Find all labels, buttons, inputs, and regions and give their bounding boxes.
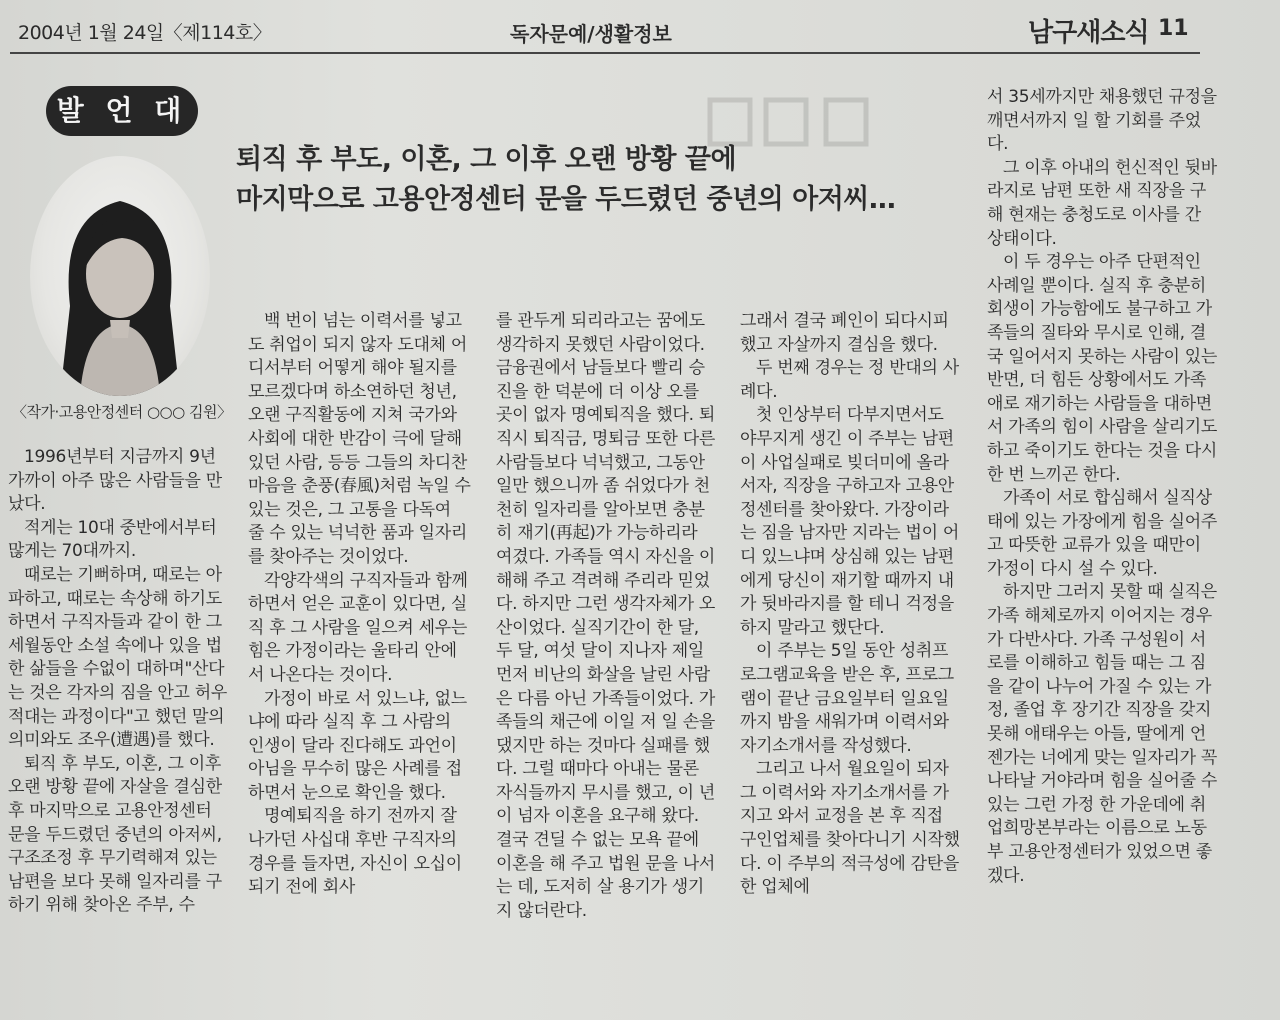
newspaper-brand: 남구새소식: [1028, 18, 1149, 48]
paragraph: 때로는 기뻐하며, 때로는 아파하고, 때로는 속상해 하기도 하면서 구직자들과 같이 한 그 세월동안 소설 속에나 있을 법한 삶들을 수없이 대하며"산다는 것은 각자의 짐을 안고 허우적대는 과정이다"고 했던 말의 의미와도 조우(遭遇)를 했다.: [8, 564, 227, 751]
headline-line-2: 마지막으로 고용안정센터 문을 두드렸던 중년의 아저씨…: [236, 184, 896, 215]
paragraph: 이 주부는 5일 동안 성취프로그램교육을 받은 후, 프로그램이 끝난 금요일부터 일요일까지 밤을 새워가며 이력서와 자기소개서를 작성했다.: [740, 641, 954, 756]
article-headline: [236, 140, 976, 220]
portrait-illustration: [30, 156, 210, 396]
paragraph: 를 관두게 되리라고는 꿈에도 생각하지 못했던 사람이었다. 금융권에서 남들보다 빨리 승진을 한 덕분에 더 이상 오를 곳이 없자 명예퇴직을 했다. 퇴직시 퇴직금, 명퇴금 또한 다른 사람들보다 넉넉했고, 그동안 일만 했으니까 좀 쉬었다가 천천히 일자리를 알아보면 충분히 재기(再起)가 가능하리라 여겼다. 가족들 역시 자신을 이해해 주고 격려해 주리라 믿었다. 하지만 그런 생각자체가 오산이었다. 실직기간이 한 달, 두 달, 여섯 달이 지나자 제일 먼저 비난의 화살을 날린 사람은 다름 아닌 가족들이었다. 가족들의 채근에 이일 저 일 손을 댔지만 하는 것마다 실패를 했다. 그럴 때마다 아내는 물론 자식들까지 무시를 했고, 이 년이 넘자 이혼을 요구해 왔다. 결국 견딜 수 없는 모욕 끝에 이혼을 해 주고 법원 문을 나서는 데, 도저히 살 용기가 생기지 않더란다.: [496, 311, 715, 921]
column-1: [8, 446, 228, 918]
header-rule: [10, 52, 1200, 54]
paragraph: 명예퇴직을 하기 전까지 잘나가던 사십대 후반 구직자의 경우를 들자면, 자신이 오십이 되기 전에 회사: [248, 806, 462, 898]
page-number: 11: [1158, 16, 1189, 41]
column-4: [740, 310, 962, 900]
paragraph: 그 이후 아내의 헌신적인 뒷바라지로 남편 또한 새 직장을 구해 현재는 충청도로 이사를 간 상태이다.: [987, 157, 1217, 249]
paragraph: 그리고 나서 월요일이 되자 그 이력서와 자기소개서를 가지고 와서 교정을 본 후 직접 구인업체를 찾아다니기 시작했다. 이 주부의 적극성에 감탄을 한 업체에: [740, 759, 960, 898]
paragraph: 첫 인상부터 다부지면서도 야무지게 생긴 이 주부는 남편이 사업실패로 빚더미에 올라서자, 직장을 구하고자 고용안정센터를 찾아왔다. 가장이라는 짐을 남자만 지라는 법이 어디 있느냐며 상심해 있는 남편에게 당신이 재기할 때까지 내가 뒷바라지를 할 테니 걱정을 하지 말라고 했단다.: [740, 405, 959, 638]
paragraph: 하지만 그러지 못할 때 실직은 가족 해체로까지 이어지는 경우가 다반사다. 가족 구성원이 서로를 이해하고 힘들 때는 그 짐을 같이 나누어 가질 수 있는 가정, 졸업 후 장기간 직장을 갖지 못해 애태우는 아들, 딸에게 언젠가는 너에게 맞는 일자리가 꼭 나타날 거야라며 힘을 실어줄 수 있는 그런 가정 한 가운데에 취업희망본부라는 이름으로 노동부 고용안정센터가 있었으면 좋겠다.: [987, 582, 1218, 886]
paragraph: 가정이 바로 서 있느냐, 없느냐에 따라 실직 후 그 사람의 인생이 달라 진다해도 과언이 아님을 무수히 많은 사례를 접하면서 눈으로 확인을 했다.: [248, 688, 467, 803]
paragraph: 퇴직 후 부도, 이혼, 그 이후 오랜 방황 끝에 자살을 결심한 후 마지막으로 고용안정센터 문을 두드렸던 중년의 아저씨, 구조조정 후 무기력해져 있는 남편을 보다 못해 일자리를 구하기 위해 찾아온 주부, 수: [8, 753, 222, 916]
paragraph: 각양각색의 구직자들과 함께하면서 얻은 교훈이 있다면, 실직 후 그 사람을 일으켜 세우는 힘은 가정이라는 울타리 안에서 나온다는 것이다.: [248, 570, 468, 685]
paragraph: 그래서 결국 폐인이 되다시피 했고 자살까지 결심을 했다.: [740, 311, 949, 355]
paragraph: 두 번째 경우는 정 반대의 사례다.: [740, 358, 959, 402]
headline-line-1: 퇴직 후 부도, 이혼, 그 이후 오랜 방황 끝에: [236, 144, 737, 175]
paragraph: 이 두 경우는 아주 단편적인 사례일 뿐이다. 실직 후 충분히 회생이 가능함에도 불구하고 가족들의 질타와 무시로 인해, 결국 일어서지 못하는 사람이 있는 반면, 더 힘든 상황에서도 가족애로 재기하는 사람들을 대하면서 가족의 힘이 사람을 살리기도 하고 죽이기도 한다는 것을 다시 한 번 느끼곤 한다.: [987, 252, 1218, 485]
paragraph: 백 번이 넘는 이력서를 넣고도 취업이 되지 않자 도대체 어디서부터 어떻게 해야 될지를 모르겠다며 하소연하던 청년, 오랜 구직활동에 지쳐 국가와 사회에 대한 반감이 극에 달해 있던 사람, 등등 그들의 차디찬 마음을 춘풍(春風)처럼 녹일 수 있는 것은, 그 고통을 다독여 줄 수 있는 넉넉한 품과 일자리를 찾아주는 것이었다.: [248, 311, 471, 567]
paragraph: 적게는 10대 중반에서부터 많게는 70대까지.: [8, 517, 217, 562]
column-badge: 발 언 대: [46, 86, 198, 136]
paragraph: 1996년부터 지금까지 9년 가까이 아주 많은 사람들을 만났다.: [8, 447, 222, 515]
paragraph: 가족이 서로 합심해서 실직상태에 있는 가장에게 힘을 실어주고 따뜻한 교류가 있을 때만이 가정이 다시 설 수 있다.: [987, 488, 1218, 579]
photo-caption: 〈작가·고용안정센터 ○○○ 김원〉: [12, 403, 232, 421]
issue-date: 2004년 1월 24일〈제114호〉: [18, 22, 272, 44]
column-3: [496, 310, 718, 923]
column-5: [987, 86, 1217, 888]
portrait-photo-icon: [30, 156, 210, 396]
column-2: [248, 310, 472, 900]
paragraph: 서 35세까지만 채용했던 규정을 깨면서까지 일 할 기회를 주었다.: [987, 87, 1217, 155]
section-title: 독자문예/생활정보: [510, 22, 672, 46]
